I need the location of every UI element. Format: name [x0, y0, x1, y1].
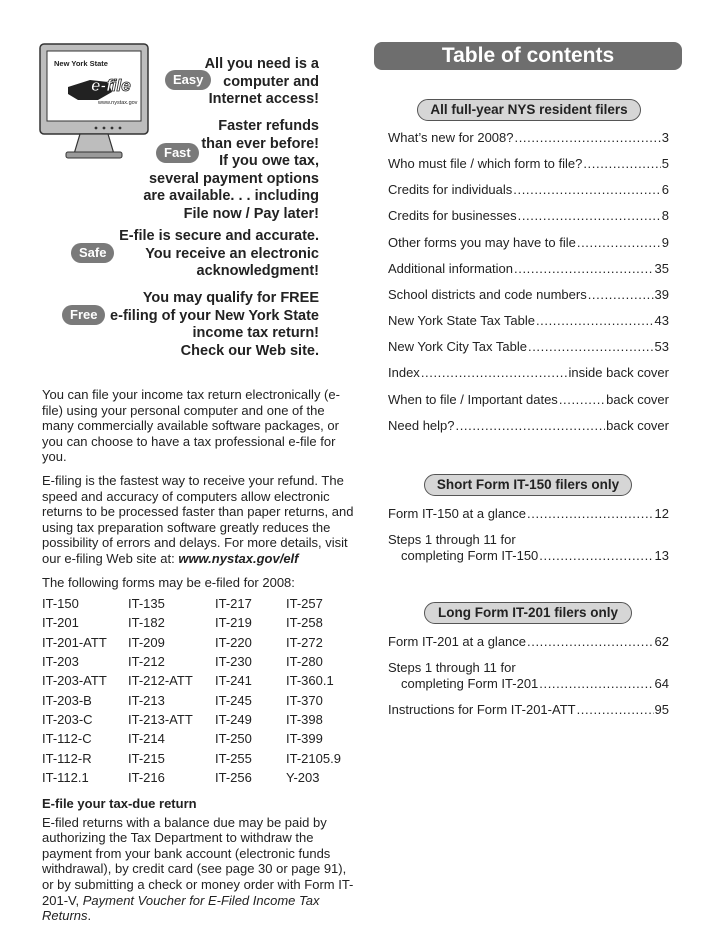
toc-entry-page: 12 [654, 506, 669, 521]
section-heading-it150: Short Form IT-150 filers only [424, 474, 632, 496]
toc-entry-label: Instructions for Form IT-201-ATT [388, 702, 576, 717]
efile-website-link[interactable]: www.nystax.gov/elf [178, 550, 299, 566]
form-code: IT-360.1 [286, 673, 334, 689]
toc-entry[interactable] [388, 261, 669, 276]
form-code: IT-230 [215, 654, 252, 670]
toc-leader-dots [513, 182, 660, 197]
toc-entry-page: inside back cover [568, 365, 669, 380]
form-code: IT-245 [215, 692, 252, 708]
monitor-url-label: www.nystax.gov [98, 100, 138, 106]
toc-entry-page: 9 [661, 235, 669, 250]
form-code: IT-280 [286, 654, 323, 670]
toc-entry[interactable] [388, 548, 669, 563]
form-code: IT-182 [128, 615, 165, 631]
form-code: IT-241 [215, 673, 252, 689]
toc-entry-page: 13 [654, 548, 669, 563]
toc-leader-dots [421, 365, 568, 380]
toc-entry-label: completing Form IT-150 [401, 548, 539, 563]
form-code: IT-203 [42, 654, 79, 670]
toc-entry-label: Form IT-150 at a glance [388, 506, 527, 521]
toc-entry-page: 5 [661, 156, 669, 171]
toc-entry-label: School districts and code numbers [388, 287, 587, 302]
form-code: IT-203-ATT [42, 673, 107, 689]
monitor-state-label: New York State [54, 59, 108, 68]
toc-entry-page: 8 [661, 208, 669, 223]
section-heading-it201: Long Form IT-201 filers only [424, 602, 632, 624]
form-code: IT-2105.9 [286, 750, 341, 766]
toc-leader-dots [577, 235, 661, 250]
toc-entry[interactable] [388, 339, 669, 354]
toc-entry[interactable] [388, 287, 669, 302]
toc-entry[interactable] [388, 130, 669, 145]
free-text: You may qualify for FREE e-filing of your New York State income tax return! Check our Web site. [110, 290, 319, 359]
form-code: IT-212 [128, 654, 165, 670]
toc-entry[interactable] [388, 365, 669, 380]
toc-entry-page: back cover [606, 392, 669, 407]
form-code: IT-212-ATT [128, 673, 193, 689]
form-code: IT-370 [286, 692, 323, 708]
form-code: IT-220 [215, 634, 252, 650]
form-code: IT-203-B [42, 692, 92, 708]
forms-intro: The following forms may be e-filed for 2008: [42, 574, 295, 590]
monitor-efile-logo: e-file [91, 76, 131, 95]
toc-entry-label: Additional information [388, 261, 514, 276]
toc-entry-label: New York City Tax Table [388, 339, 527, 354]
toc-leader-dots [514, 261, 654, 276]
toc-entry-page: back cover [606, 418, 669, 433]
toc-leader-dots [539, 548, 653, 563]
form-code: IT-214 [128, 731, 165, 747]
form-code: IT-150 [42, 596, 79, 612]
toc-leader-dots [527, 634, 654, 649]
easy-text: All you need is a computer and Internet access! [204, 56, 319, 107]
form-code: IT-399 [286, 731, 323, 747]
form-code: IT-217 [215, 596, 252, 612]
toc-entry[interactable] [388, 235, 669, 250]
fast-badge: Fast [156, 143, 199, 163]
form-code: IT-256 [215, 769, 252, 785]
form-code: IT-219 [215, 615, 252, 631]
form-code: IT-398 [286, 711, 323, 727]
toc-leader-dots [456, 418, 606, 433]
toc-entry[interactable] [388, 208, 669, 223]
easy-badge: Easy [165, 70, 211, 90]
toc-leader-dots [583, 156, 660, 171]
efile-monitor-illustration [38, 42, 150, 160]
toc-leader-dots [539, 676, 653, 691]
toc-entry[interactable] [388, 418, 669, 433]
safe-text: E-file is secure and accurate. You receive an electronic acknowledgment! [119, 228, 319, 279]
toc-entry-page: 53 [654, 339, 669, 354]
toc-entry-page: 6 [661, 182, 669, 197]
form-code: IT-257 [286, 596, 323, 612]
toc-entry-label: Steps 1 through 11 for [388, 532, 516, 547]
efile-benefits-paragraph: E-filing is the fastest way to receive your refund. The speed and accuracy of computers allow electronic returns to be processed faster than paper returns, and using tax preparation software greatly reduces the possibility of errors and delays. For more details, visit our e-filing Web site at: www.nystax.gov/elf [42, 472, 354, 566]
toc-entry-page: 64 [654, 676, 669, 691]
section-heading-full-year: All full-year NYS resident filers [417, 99, 641, 121]
toc-entry[interactable] [388, 313, 669, 328]
form-code: IT-250 [215, 731, 252, 747]
form-code: IT-213-ATT [128, 711, 193, 727]
toc-entry-label: What’s new for 2008? [388, 130, 514, 145]
form-code: IT-203-C [42, 711, 93, 727]
form-code: IT-135 [128, 596, 165, 612]
form-code: Y-203 [286, 769, 320, 785]
toc-entry-page: 62 [654, 634, 669, 649]
toc-entry[interactable] [388, 634, 669, 649]
toc-entry[interactable] [388, 506, 669, 521]
form-code: IT-112-R [42, 750, 92, 766]
toc-entry[interactable] [388, 392, 669, 407]
safe-badge: Safe [71, 243, 114, 263]
toc-entry-label: New York State Tax Table [388, 313, 535, 328]
toc-entry-page: 3 [661, 130, 669, 145]
toc-entry-page: 39 [654, 287, 669, 302]
toc-entry[interactable] [388, 182, 669, 197]
toc-entry-label: Index [388, 365, 420, 380]
toc-entry-label: When to file / Important dates [388, 392, 558, 407]
form-code: IT-209 [128, 634, 165, 650]
form-code: IT-255 [215, 750, 252, 766]
efile-intro-body [42, 387, 354, 932]
form-code: IT-216 [128, 769, 165, 785]
toc-entry-label: Credits for businesses [388, 208, 517, 223]
toc-leader-dots [518, 208, 661, 223]
free-badge: Free [62, 305, 105, 325]
toc-entry-page: 95 [654, 702, 669, 717]
form-code: IT-215 [128, 750, 165, 766]
form-code: IT-272 [286, 634, 323, 650]
toc-leader-dots [528, 339, 654, 354]
toc-leader-dots [515, 130, 661, 145]
form-code: IT-112-C [42, 731, 92, 747]
form-code: IT-258 [286, 615, 323, 631]
toc-entry-label: completing Form IT-201 [401, 676, 539, 691]
efile-forms-grid [42, 594, 354, 787]
form-code: IT-201 [42, 615, 79, 631]
toc-leader-dots [527, 506, 654, 521]
toc-entry[interactable] [388, 676, 669, 691]
toc-leader-dots [577, 702, 654, 717]
toc-leader-dots [559, 392, 605, 407]
toc-entry-label: Who must file / which form to file? [388, 156, 583, 171]
toc-entry-page: 35 [654, 261, 669, 276]
toc-title: Table of contents [374, 42, 682, 70]
toc-entry-label: Other forms you may have to file [388, 235, 576, 250]
toc-entry-page: 43 [654, 313, 669, 328]
toc-entry-label: Form IT-201 at a glance [388, 634, 527, 649]
taxdue-heading: E-file your tax-due return [42, 796, 197, 812]
toc-leader-dots [536, 313, 654, 328]
toc-entry[interactable] [388, 702, 669, 717]
toc-entry-label: Need help? [388, 418, 455, 433]
taxdue-paragraph: E-filed returns with a balance due may be paid by authorizing the Tax Department to withdraw the payment from your bank account (electronic funds withdrawal), by credit card (see page 30 or page 91), or by submitting a check or money order with Form IT-201-V, Payment Voucher for E-Filed Income Tax Returns. [42, 814, 354, 924]
toc-leader-dots [588, 287, 654, 302]
form-code: IT-213 [128, 692, 165, 708]
toc-entry-label: Steps 1 through 11 for [388, 660, 516, 675]
toc-entry[interactable] [388, 156, 669, 171]
toc-entry-label: Credits for individuals [388, 182, 513, 197]
form-code: IT-112.1 [42, 769, 89, 785]
form-code: IT-249 [215, 711, 252, 727]
efile-intro-paragraph: You can file your income tax return electronically (e-file) using your personal computer and one of the many commercially available software packages, or you can choose to have a tax professional e-file for you. [42, 387, 340, 465]
fast-text: Faster refunds than ever before! If you owe tax, several payment options are available. . . including File now / Pay later! [143, 118, 319, 222]
form-code: IT-201-ATT [42, 634, 107, 650]
